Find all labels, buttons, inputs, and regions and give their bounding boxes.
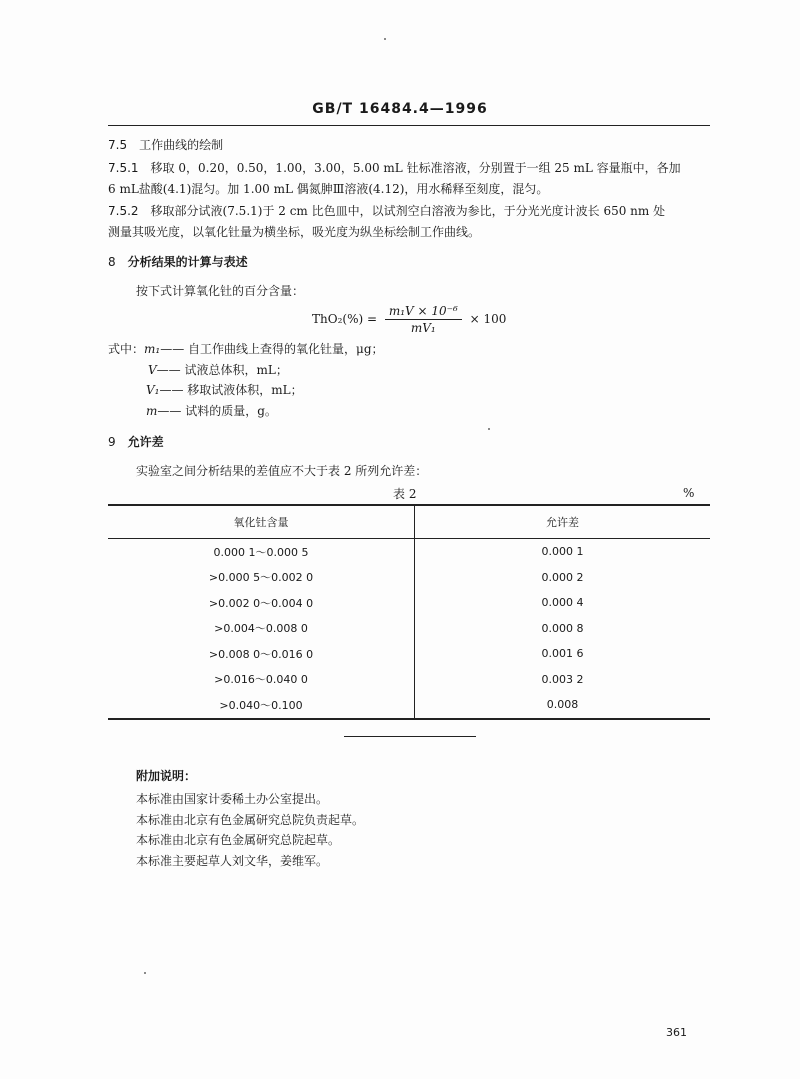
paragraph-7-5-2-line2: 测量其吸光度，以氧化钍量为横坐标，吸光度为纵坐标绘制工作曲线。 <box>108 225 481 239</box>
table-cell: 0.000 1 <box>541 545 584 559</box>
paragraph-7-5-1-line2: 6 mL盐酸(4.1)混匀。加 1.00 mL 偶氮胂Ⅲ溶液(4.12)，用水稀释至刻度，混匀。 <box>108 182 549 196</box>
variable-description: —— 自工作曲线上查得的氧化钍量，μg； <box>160 342 384 356</box>
formula-denominator: mV₁ <box>410 321 436 335</box>
section-title: 允许差 <box>127 435 164 449</box>
section-title: 工作曲线的绘制 <box>139 138 224 152</box>
section-number: 9 <box>108 435 116 449</box>
variable-description: —— 移取试液体积，mL； <box>159 383 303 397</box>
page-number: 361 <box>666 1026 687 1039</box>
note-line: 本标准由北京有色金属研究总院负责起草。 <box>136 813 365 827</box>
variable-definition <box>146 403 277 419</box>
table-row <box>108 641 710 667</box>
section-title: 分析结果的计算与表述 <box>127 255 248 269</box>
clause-number: 7.5.2 <box>108 204 139 218</box>
section-7-5-heading <box>108 137 223 153</box>
column-header: 氧化钍含量 <box>108 505 415 539</box>
formula-fraction <box>385 304 462 335</box>
variable-definition <box>148 362 288 378</box>
table-row <box>108 565 710 591</box>
formula <box>312 304 506 335</box>
section-8-heading <box>108 253 248 270</box>
scan-speck <box>488 428 490 430</box>
table-cell: >0.008 0～0.016 0 <box>108 641 415 667</box>
variable-symbol: V₁ <box>146 383 160 397</box>
clause-number: 7.5.1 <box>108 161 139 175</box>
table-cell: >0.040～0.100 <box>108 692 415 719</box>
note-line: 本标准主要起草人刘文华，姜维军。 <box>136 854 329 868</box>
table-cell: >0.004～0.008 0 <box>108 616 415 642</box>
table-cell: >0.000 5～0.002 0 <box>108 565 415 591</box>
table-row <box>108 616 710 642</box>
table-cell: 0.000 2 <box>541 570 584 584</box>
table-cell: 0.001 6 <box>541 647 584 661</box>
formula-lhs: ThO₂(%) = <box>312 312 378 326</box>
table-cell: 0.008 <box>415 692 711 719</box>
table-row <box>108 692 710 719</box>
clause-text: 移取部分试液(7.5.1)于 2 cm 比色皿中，以试剂空白溶液为参比，于分光光度计波长 650 nm 处 <box>150 204 666 218</box>
table-row <box>108 539 710 565</box>
formula-intro: 按下式计算氧化钍的百分含量： <box>136 284 305 298</box>
table-cell: 0.003 2 <box>541 672 584 686</box>
clause-text: 移取 0，0.20，0.50，1.00，3.00，5.00 mL 钍标准溶液，分别置于一组 25 mL 容量瓶中，各加 <box>150 161 681 175</box>
note-line: 本标准由北京有色金属研究总院起草。 <box>136 833 341 847</box>
end-rule <box>344 736 476 737</box>
formula-rhs: × 100 <box>469 312 507 326</box>
table-header-row <box>108 505 710 539</box>
paragraph-7-5-2-line1 <box>108 203 665 219</box>
variable-symbol: m₁ <box>144 342 161 356</box>
where-label: 式中： <box>108 342 145 356</box>
paragraph-7-5-1-line1 <box>108 160 681 176</box>
header-rule <box>108 125 710 126</box>
table-cell: 0.000 8 <box>541 621 584 635</box>
section-number: 7.5 <box>108 138 128 152</box>
section-9-heading <box>108 433 164 450</box>
table-row <box>108 667 710 693</box>
column-header: 允许差 <box>415 505 711 539</box>
variable-description: —— 试料的质量，g。 <box>157 404 277 418</box>
page-header: GB/T 16484.4—1996 <box>312 101 488 117</box>
variable-symbol: V <box>148 363 157 377</box>
table-cell: >0.002 0～0.004 0 <box>108 590 415 616</box>
note-line: 本标准由国家计委稀土办公室提出。 <box>136 792 329 806</box>
notes-title: 附加说明： <box>136 769 197 783</box>
table-intro: 实验室之间分析结果的差值应不大于表 2 所列允许差： <box>136 464 428 478</box>
table-caption: 表 2 <box>393 487 417 501</box>
formula-numerator: m₁V × 10⁻⁶ <box>385 304 462 320</box>
variable-definition <box>108 341 384 357</box>
variable-definition <box>146 382 303 398</box>
variable-description: —— 试液总体积，mL； <box>156 363 288 377</box>
table-cell: 0.000 1～0.000 5 <box>108 539 415 565</box>
scan-speck <box>144 972 146 974</box>
table-cell: >0.016～0.040 0 <box>108 667 415 693</box>
table-unit: % <box>683 486 695 500</box>
variable-symbol: m <box>146 404 158 418</box>
table-cell: 0.000 4 <box>541 596 584 610</box>
table-row <box>108 590 710 616</box>
tolerance-table <box>108 504 710 720</box>
scan-speck <box>384 38 386 40</box>
section-number: 8 <box>108 255 116 269</box>
